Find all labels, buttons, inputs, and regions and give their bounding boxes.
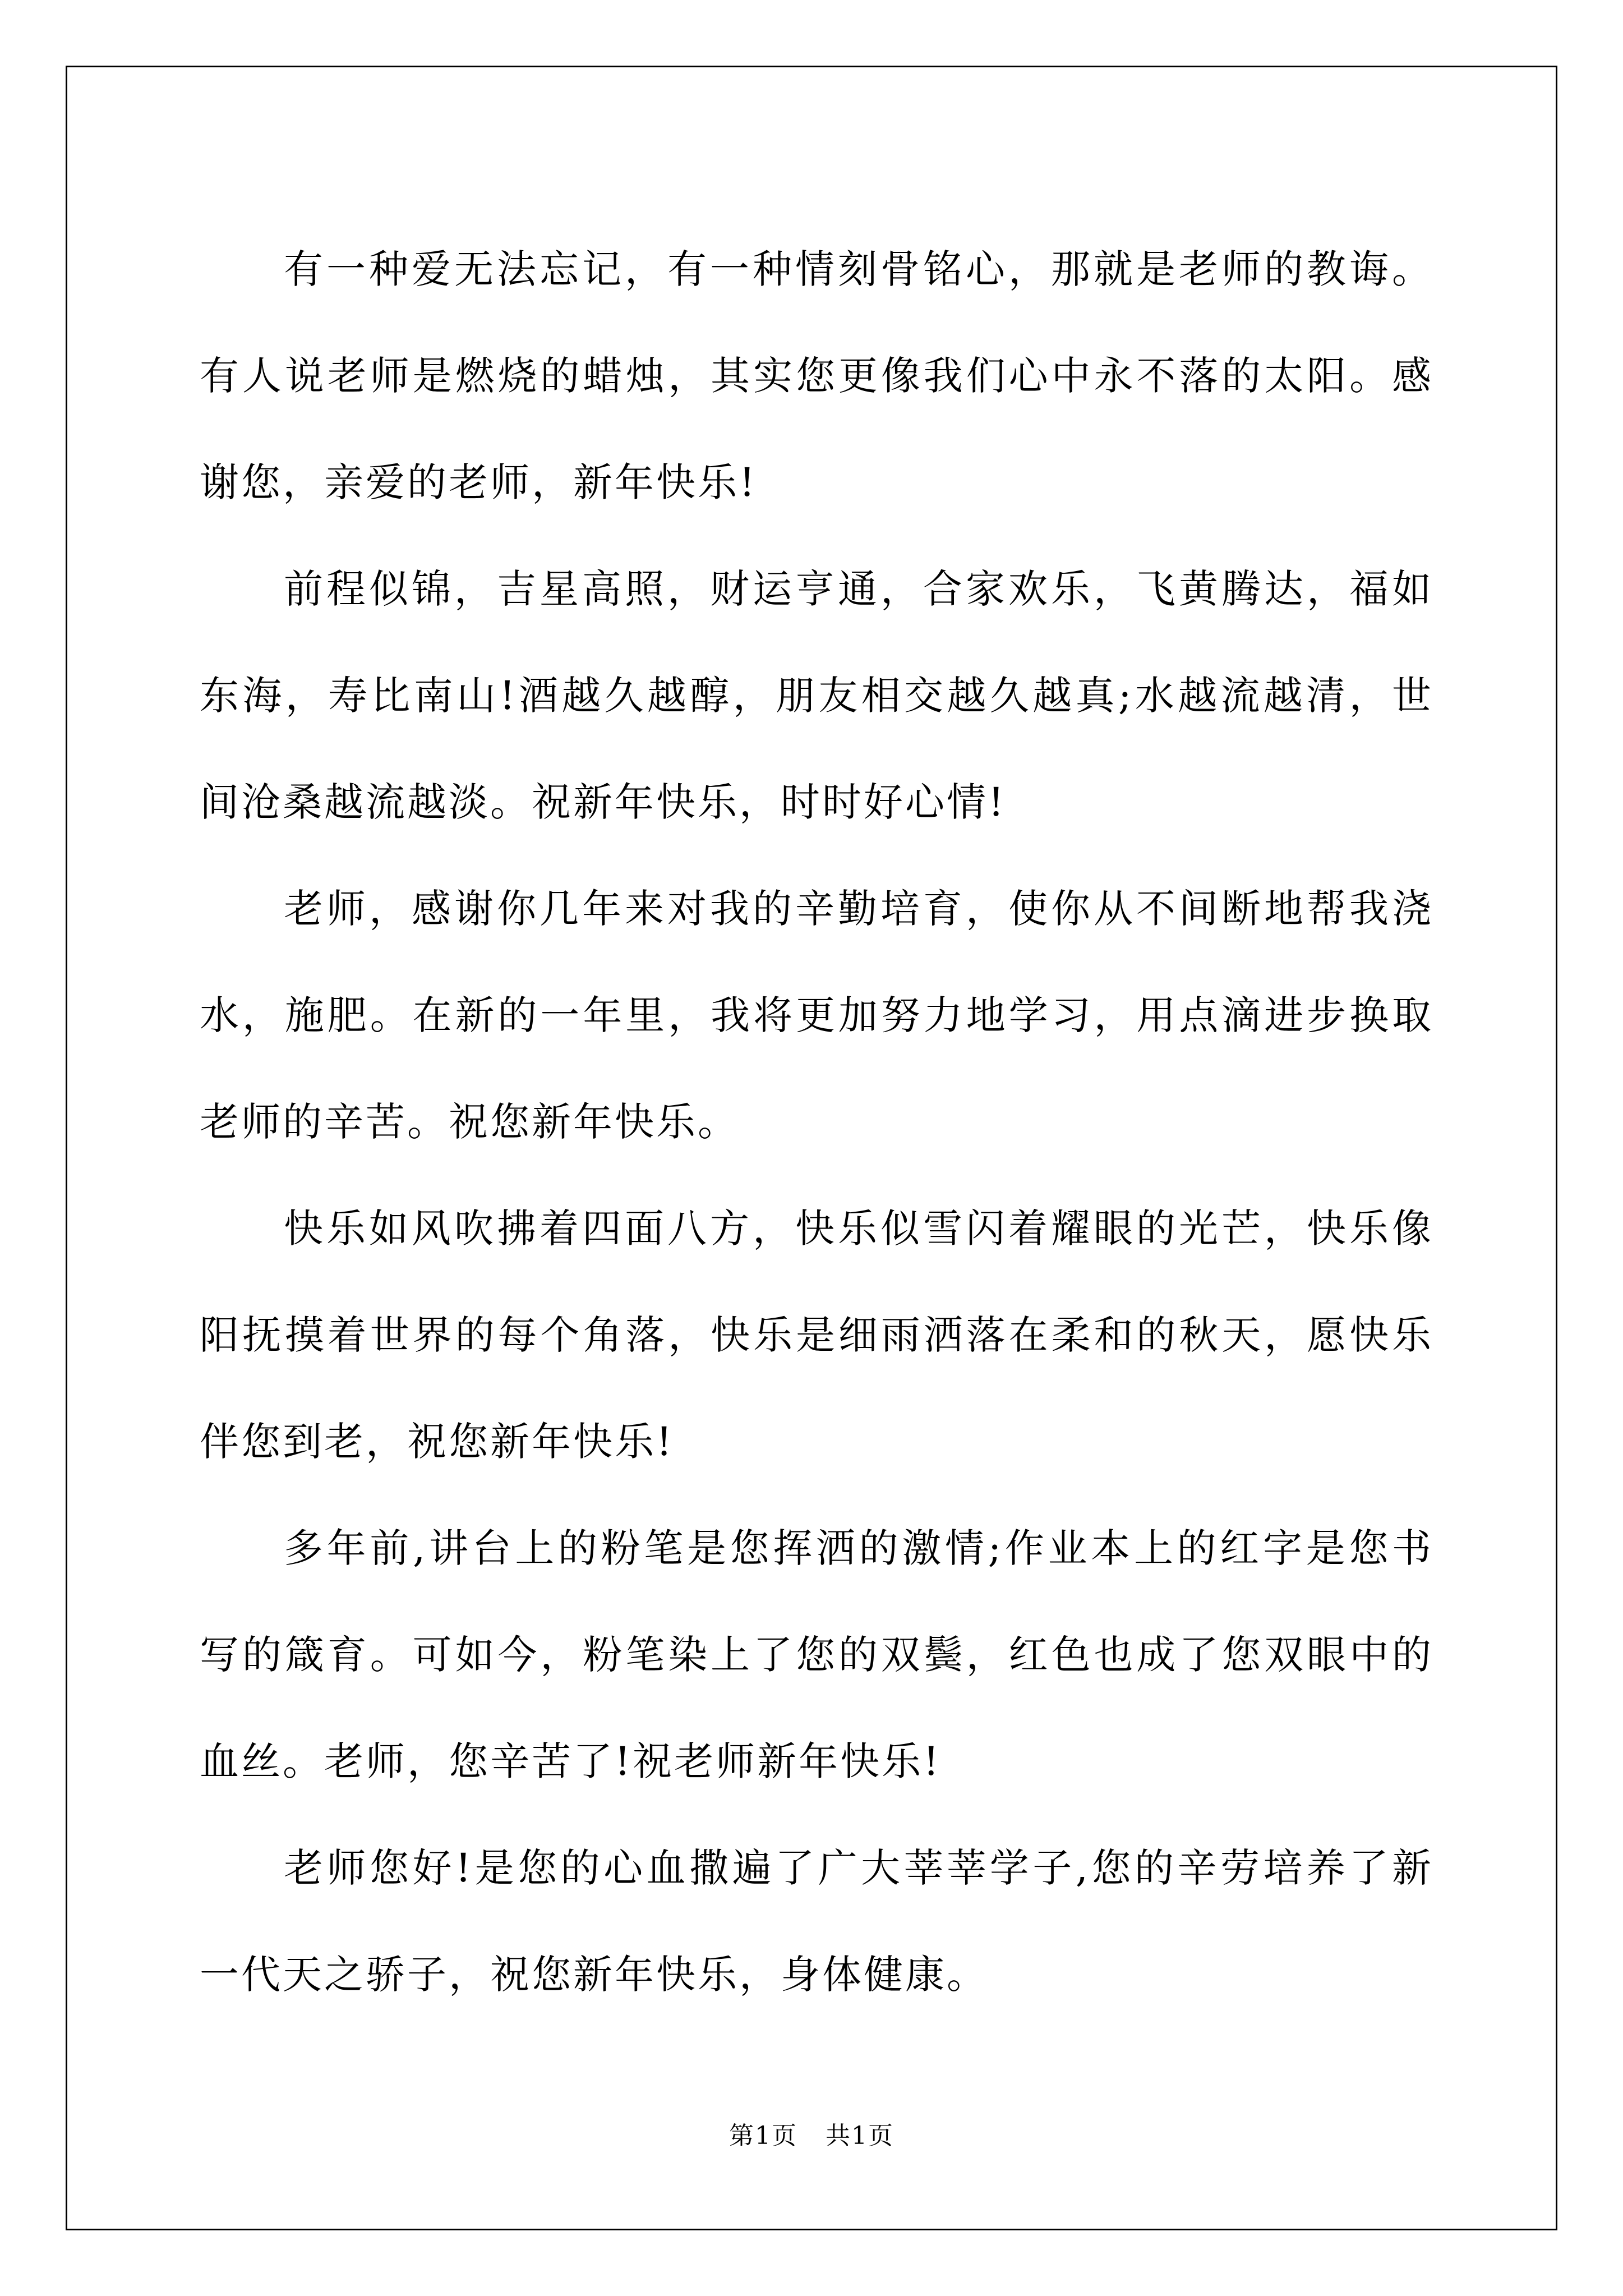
paragraph-3: 老师，感谢你几年来对我的辛勤培育，使你从不间断地帮我浇水，施肥。在新的一年里，我将更加努力地学习，用点滴进步换取老师的辛苦。祝您新年快乐。 [200,886,1433,1145]
paragraph-1: 有一种爱无法忘记，有一种情刻骨铭心，那就是老师的教诲。有人说老师是燃烧的蜡烛，其实您更像我们心中永不落的太阳。感谢您，亲爱的老师，新年快乐! [200,246,1433,505]
paragraph-4: 快乐如风吹拂着四面八方，快乐似雪闪着耀眼的光芒，快乐像阳抚摸着世界的每个角落，快乐是细雨洒落在柔和的秋天，愿快乐伴您到老，祝您新年快乐! [200,1205,1433,1465]
page-footer [0,2119,1623,2153]
page-number-total: 共1页 [826,2122,894,2150]
document-body [200,216,1433,2028]
paragraph-6: 老师您好!是您的心血撒遍了广大莘莘学子,您的辛劳培养了新一代天之骄子，祝您新年快乐，身体健康。 [200,1845,1433,1998]
page-number-current: 第1页 [729,2122,797,2150]
paragraph-5: 多年前,讲台上的粉笔是您挥洒的激情;作业本上的红字是您书写的箴育。可如今，粉笔染上了您的双鬓，红色也成了您双眼中的血丝。老师，您辛苦了!祝老师新年快乐! [200,1525,1433,1784]
paragraph-2: 前程似锦，吉星高照，财运亨通，合家欢乐，飞黄腾达，福如东海，寿比南山!酒越久越醇，朋友相交越久越真;水越流越清，世间沧桑越流越淡。祝新年快乐，时时好心情! [200,566,1433,825]
